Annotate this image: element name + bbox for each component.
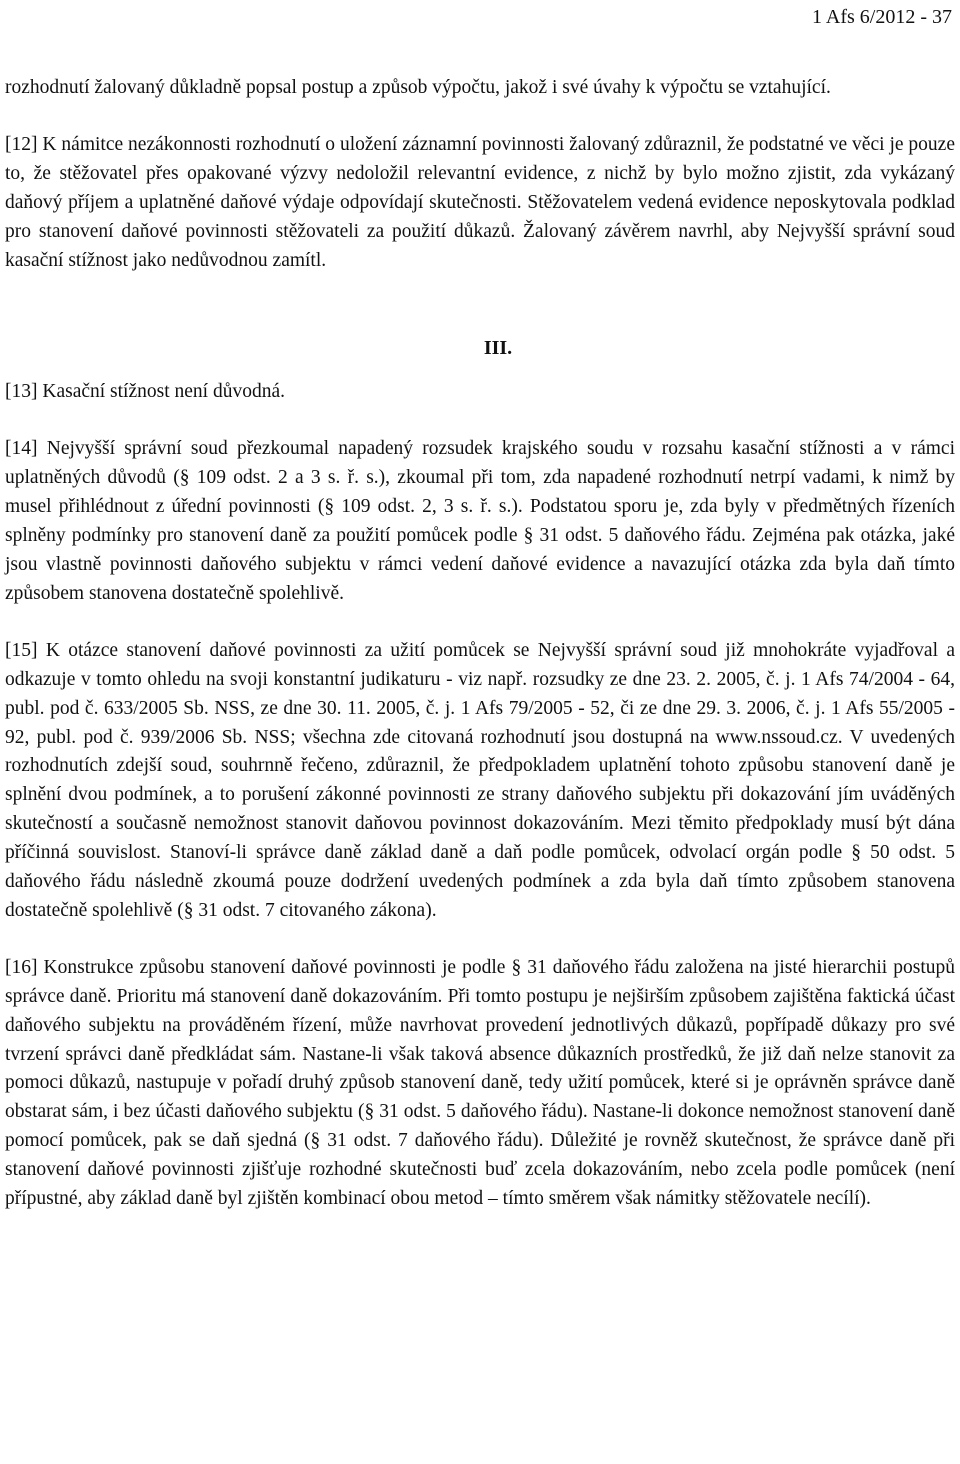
paragraph-14: [14] Nejvyšší správní soud přezkoumal napadený rozsudek krajského soudu v rozsahu kasační stížnosti a v rámci uplatněných důvodů (§ 109 odst. 2 a 3 s. ř. s.), zkoumal při tom, zda napadené rozhodnutí netrpí vadami, k nimž by musel přihlédnout z úřední povinnosti (§ 109 odst. 2, 3 s. ř. s.). Podstatou sporu je, zda byly v předmětných řízeních splněny podmínky pro stanovení daně za použití pomůcek podle § 31 odst. 5 daňového řádu. Zejména pak otázka, jaké jsou vlastně povinnosti daňového subjektu v rámci vedení daňové evidence a navazující otázka zda byla daň tímto způsobem stanovena dostatečně spolehlivě.: [5, 438, 955, 604]
case-number-header: 1 Afs 6/2012 - 37: [812, 6, 952, 28]
paragraph-15: [15] K otázce stanovení daňové povinnosti za užití pomůcek se Nejvyšší správní soud již mnohokráte vyjadřoval a odkazuje v tomto ohledu na svoji konstantní judikaturu - viz např. rozsudky ze dne 23. 2. 2005, č. j. 1 Afs 74/2004 - 64, publ. pod č. 633/2005 Sb. NSS, ze dne 30. 11. 2005, č. j. 1 Afs 79/2005 - 52, či ze dne 29. 3. 2006, č. j. 1 Afs 55/2005 - 92, publ. pod č. 939/2006 Sb. NSS; všechna zde citovaná rozhodnutí jsou dostupná na www.nssoud.cz. V uvedených rozhodnutích zdejší soud, souhrnně řečeno, zdůraznil, že předpokladem uplatnění tohoto způsobu stanovení daně je splnění dvou podmínek, a to porušení zákonné povinnosti ze strany daňového subjektu při dokazování jím uváděných skutečností a současně nemožnost stanovit daňovou povinnost dokazováním. Mezi těmito předpoklady musí být dána příčinná souvislost. Stanoví-li správce daně základ daně a daň podle pomůcek, odvolací orgán podle § 50 odst. 5 daňového řádu následně zkoumá pouze dodržení uvedených podmínek a zda byla daň tímto způsobem stanovena dostatečně spolehlivě (§ 31 odst. 7 citovaného zákona).: [5, 639, 955, 921]
paragraph-12: [12] K námitce nezákonnosti rozhodnutí o uložení záznamní povinnosti žalovaný zdůraznil, že podstatné ve věci je pouze to, že stěžovatel přes opakované výzvy nedoložil relevantní evidence, z nichž by bylo možno zjistit, zda vykázaný daňový příjem a uplatněné daňové výdaje odpovídají skutečnosti. Stěžovatelem vedená evidence neposkytovala podklad pro stanovení daňové povinnosti stěžovateli za použití důkazů. Žalovaný závěrem navrhl, aby Nejvyšší správní soud kasační stížnost jako nedůvodnou zamítl.: [5, 133, 955, 271]
document-body: [5, 74, 955, 1214]
section-heading: III.: [483, 337, 513, 360]
paragraph-intro: rozhodnutí žalovaný důkladně popsal postup a způsob výpočtu, jakož i své úvahy k výpočtu se vztahující.: [5, 77, 831, 98]
paragraph-16: [16] Konstrukce způsobu stanovení daňové povinnosti je podle § 31 daňového řádu založena na jisté hierarchii postupů správce daně. Prioritu má stanovení daně dokazováním. Při tomto postupu je nejširším způsobem zajištěna faktická účast daňového subjektu na prováděném řízení, může navrhovat provedení jednotlivých důkazů, popřípadě důkazy pro své tvrzení správci daně předkládat sám. Nastane-li však taková absence důkazních prostředků, že již daň nelze stanovit za pomoci důkazů, nastupuje v pořadí druhý způsob stanovení daně, tedy užití pomůcek, které si je oprávněn správce daně obstarat sám, i bez účasti daňového subjektu (§ 31 odst. 5 daňového řádu). Nastane-li dokonce nemožnost stanovení daně pomocí pomůcek, pak se daň sjedná (§ 31 odst. 7 daňového řádu). Důležité je rovněž skutečnost, že správce daně při stanovení daňové povinnosti zjišťuje rozhodné skutečnosti buď zcela dokazováním, nebo zcela podle pomůcek (není přípustné, aby základ daně byl zjištěn kombinací obou metod – tímto směrem však námitky stěžovatele necílí).: [5, 956, 955, 1210]
paragraph-13: [13] Kasační stížnost není důvodná.: [5, 381, 285, 403]
